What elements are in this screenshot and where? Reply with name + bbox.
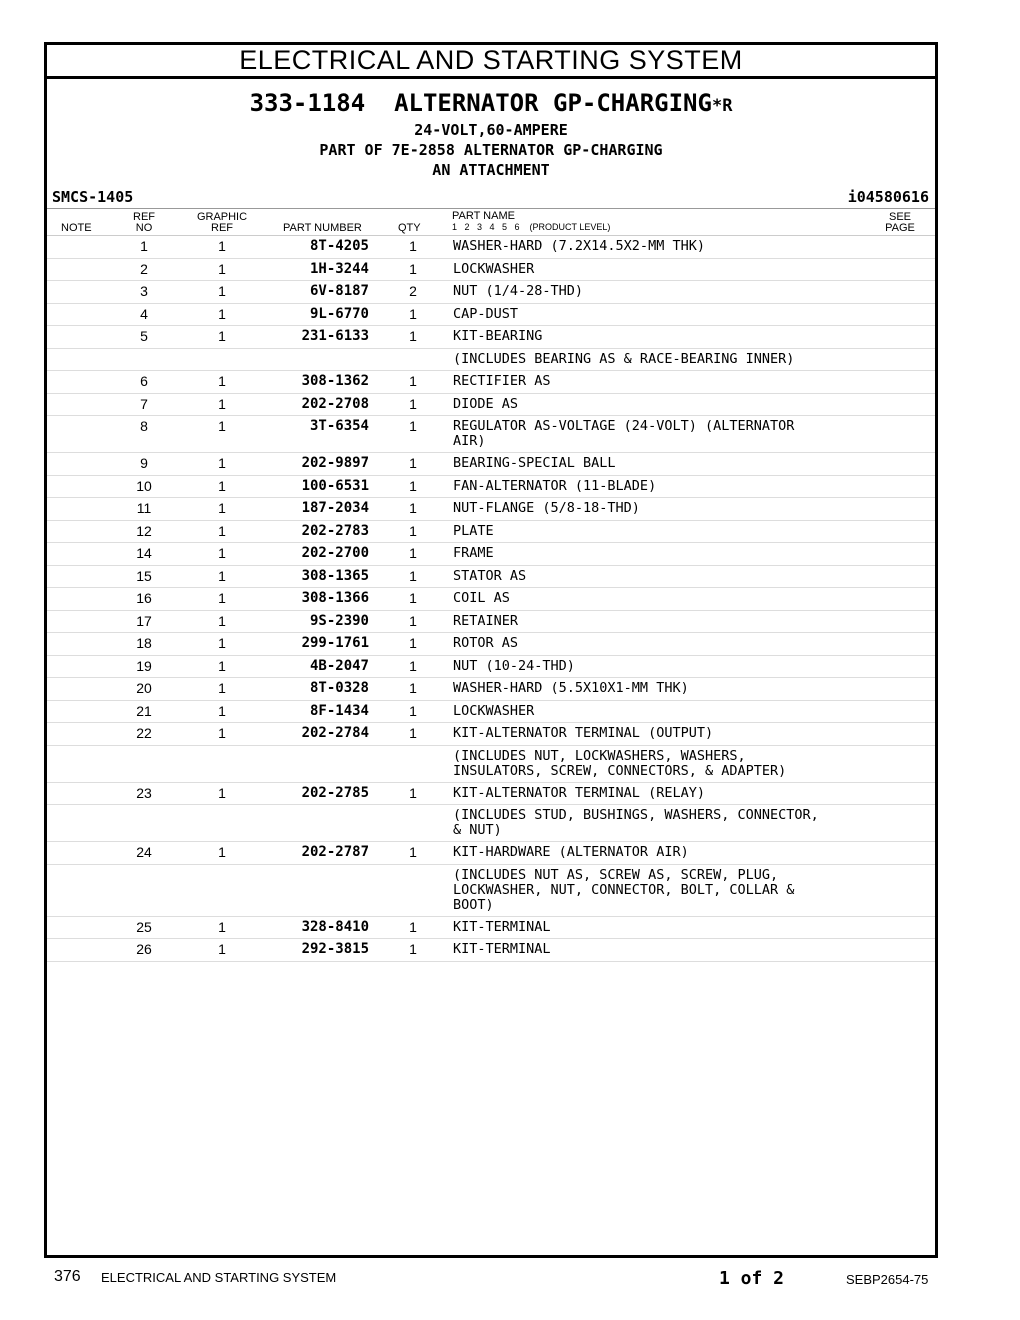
- smcs-code: SMCS-1405: [52, 188, 134, 206]
- col-ref-line2: NO: [135, 222, 153, 234]
- row-ref-no: 23: [136, 784, 152, 801]
- row-qty: 1: [409, 418, 417, 434]
- table-row: [47, 656, 935, 679]
- row-ref-no: 25: [136, 918, 152, 935]
- row-part-number: 9S-2390: [309, 612, 369, 629]
- table-row: [47, 917, 935, 940]
- row-ref-no: 11: [136, 500, 152, 516]
- group-subline-2: PART OF 7E-2858 ALTERNATOR GP-CHARGING: [319, 141, 663, 159]
- table-row: [47, 453, 935, 476]
- row-graphic-ref: 1: [218, 725, 226, 741]
- row-part-name: ROTOR AS: [453, 635, 519, 651]
- row-qty: 1: [409, 844, 417, 860]
- row-part-name: NUT (1/4-28-THD): [453, 283, 584, 299]
- footer-doc-id: SEBP2654-75: [846, 1272, 929, 1287]
- group-subline-3: AN ATTACHMENT: [432, 161, 550, 179]
- page-frame: [44, 42, 938, 1258]
- row-qty: 1: [409, 657, 417, 674]
- row-part-number: 231-6133: [301, 328, 369, 344]
- row-graphic-ref: 1: [218, 545, 226, 561]
- row-part-number: 292-3815: [301, 941, 369, 957]
- row-qty: 1: [409, 702, 417, 719]
- col-graphic-ref: [187, 212, 257, 234]
- row-part-name: (INCLUDES NUT AS, SCREW AS, SCREW, PLUG, LOCKWASHER, NUT, CONNECTOR, BOLT, COLLAR & BOOT): [453, 866, 795, 913]
- col-graphic-line2: REF: [211, 222, 233, 234]
- row-part-name: LOCKWASHER: [453, 260, 535, 277]
- row-part-name: KIT-BEARING: [453, 328, 543, 344]
- row-qty: 1: [409, 590, 417, 606]
- row-graphic-ref: 1: [218, 455, 226, 471]
- parts-table: [47, 236, 935, 962]
- row-part-number: 6V-8187: [309, 283, 369, 299]
- row-graphic-ref: 1: [218, 680, 226, 696]
- row-qty: 1: [409, 522, 417, 539]
- table-row: [47, 701, 935, 724]
- row-part-number: 202-9897: [301, 455, 369, 471]
- row-graphic-ref: 1: [218, 567, 226, 584]
- row-part-number: 328-8410: [301, 918, 369, 935]
- table-row: [47, 416, 935, 453]
- row-part-name: COIL AS: [453, 590, 510, 606]
- footer-section: ELECTRICAL AND STARTING SYSTEM: [101, 1270, 337, 1285]
- group-number: 333-1184: [249, 89, 366, 117]
- row-graphic-ref: 1: [218, 418, 226, 434]
- row-part-name: KIT-HARDWARE (ALTERNATOR AIR): [453, 844, 689, 860]
- table-row: [47, 611, 935, 634]
- row-qty: 2: [409, 283, 417, 299]
- row-part-name: LOCKWASHER: [453, 702, 535, 719]
- row-qty: 1: [409, 918, 417, 935]
- row-part-name: BEARING-SPECIAL BALL: [453, 455, 616, 471]
- row-ref-no: 8: [140, 418, 148, 434]
- page-footer: [0, 1268, 1020, 1292]
- row-part-name: DIODE AS: [453, 395, 519, 412]
- section-title: ELECTRICAL AND STARTING SYSTEM: [47, 45, 935, 79]
- row-part-name: (INCLUDES BEARING AS & RACE-BEARING INNER): [453, 350, 795, 367]
- row-qty: 1: [409, 725, 417, 741]
- table-row: [47, 349, 935, 372]
- footer-page-number: 376: [54, 1268, 81, 1285]
- row-part-name: WASHER-HARD (5.5X10X1-MM THK): [453, 680, 689, 696]
- row-graphic-ref: 1: [218, 260, 226, 277]
- row-qty: 1: [409, 635, 417, 651]
- row-part-name: KIT-ALTERNATOR TERMINAL (OUTPUT): [453, 725, 714, 741]
- row-graphic-ref: 1: [218, 395, 226, 412]
- row-part-name: RECTIFIER AS: [453, 373, 551, 389]
- row-ref-no: 17: [136, 612, 152, 629]
- row-part-number: 8T-0328: [309, 680, 369, 696]
- row-ref-no: 5: [140, 328, 148, 344]
- table-row: [47, 543, 935, 566]
- row-part-number: 308-1362: [301, 373, 369, 389]
- row-ref-no: 24: [136, 844, 152, 860]
- row-ref-no: 14: [136, 545, 152, 561]
- footer-page-of: 1 of 2: [719, 1268, 785, 1289]
- row-part-number: 8F-1434: [309, 702, 369, 719]
- row-qty: 1: [409, 612, 417, 629]
- col-part-name: PART NAME: [452, 210, 515, 222]
- table-row: [47, 805, 935, 842]
- table-row: [47, 566, 935, 589]
- group-title: [47, 89, 935, 120]
- row-qty: 1: [409, 305, 417, 322]
- group-suffix: *R: [711, 96, 733, 116]
- row-part-number: 202-2708: [301, 395, 369, 412]
- row-part-name: KIT-TERMINAL: [453, 918, 551, 935]
- col-ref-line1: REF: [133, 211, 155, 223]
- row-graphic-ref: 1: [218, 522, 226, 539]
- row-part-number: 9L-6770: [309, 305, 369, 322]
- row-qty: 1: [409, 680, 417, 696]
- row-graphic-ref: 1: [218, 283, 226, 299]
- row-ref-no: 6: [140, 373, 148, 389]
- row-part-number: 3T-6354: [309, 418, 369, 434]
- row-ref-no: 7: [140, 395, 148, 412]
- meta-row: [47, 186, 935, 209]
- row-part-name: NUT (10-24-THD): [453, 657, 575, 674]
- col-qty: QTY: [398, 222, 421, 234]
- row-ref-no: 9: [140, 455, 148, 471]
- table-row: [47, 259, 935, 282]
- table-row: [47, 865, 935, 917]
- row-qty: 1: [409, 238, 417, 254]
- row-qty: 1: [409, 500, 417, 516]
- row-qty: 1: [409, 567, 417, 584]
- col-ref-no: [129, 212, 159, 234]
- row-part-number: 4B-2047: [309, 657, 369, 674]
- row-graphic-ref: 1: [218, 500, 226, 516]
- row-graphic-ref: 1: [218, 844, 226, 860]
- table-row: [47, 521, 935, 544]
- row-part-name: PLATE: [453, 522, 494, 539]
- table-row: [47, 304, 935, 327]
- table-row: [47, 746, 935, 783]
- row-part-name: (INCLUDES NUT, LOCKWASHERS, WASHERS, INSULATORS, SCREW, CONNECTORS, & ADAPTER): [453, 747, 787, 779]
- table-row: [47, 939, 935, 962]
- row-qty: 1: [409, 477, 417, 494]
- row-graphic-ref: 1: [218, 238, 226, 254]
- row-graphic-ref: 1: [218, 590, 226, 606]
- row-part-number: 308-1366: [301, 590, 369, 606]
- row-part-number: 202-2700: [301, 545, 369, 561]
- row-graphic-ref: 1: [218, 612, 226, 629]
- row-part-name: FRAME: [453, 545, 494, 561]
- col-graphic-line1: GRAPHIC: [196, 211, 248, 223]
- row-ref-no: 15: [136, 567, 152, 584]
- row-ref-no: 22: [136, 725, 152, 741]
- table-row: [47, 783, 935, 806]
- row-part-number: 1H-3244: [309, 260, 369, 277]
- table-row: [47, 842, 935, 865]
- row-ref-no: 18: [136, 635, 152, 651]
- col-see-line2: PAGE: [885, 222, 915, 234]
- row-ref-no: 21: [136, 702, 152, 719]
- col-see-line1: SEE: [888, 211, 911, 223]
- col-see-page: [875, 212, 925, 234]
- row-ref-no: 20: [136, 680, 152, 696]
- row-graphic-ref: 1: [218, 918, 226, 935]
- row-part-number: 202-2783: [301, 522, 369, 539]
- row-part-name: FAN-ALTERNATOR (11-BLADE): [453, 477, 657, 494]
- table-row: [47, 476, 935, 499]
- table-row: [47, 633, 935, 656]
- row-part-name: NUT-FLANGE (5/8-18-THD): [453, 500, 640, 516]
- row-ref-no: 1: [140, 238, 148, 254]
- row-part-name: (INCLUDES STUD, BUSHINGS, WASHERS, CONNECTOR, & NUT): [453, 807, 819, 838]
- row-part-number: 202-2787: [301, 844, 369, 860]
- row-part-name: RETAINER: [453, 612, 519, 629]
- table-row: [47, 394, 935, 417]
- row-graphic-ref: 1: [218, 941, 226, 957]
- row-graphic-ref: 1: [218, 635, 226, 651]
- row-ref-no: 19: [136, 657, 152, 674]
- row-qty: 1: [409, 328, 417, 344]
- row-part-number: 187-2034: [301, 500, 369, 516]
- row-qty: 1: [409, 260, 417, 277]
- table-row: [47, 723, 935, 746]
- table-row: [47, 588, 935, 611]
- column-headers: [47, 209, 935, 236]
- row-part-number: 100-6531: [301, 477, 369, 494]
- table-row: [47, 498, 935, 521]
- row-part-number: 299-1761: [301, 635, 369, 651]
- col-note: NOTE: [61, 222, 92, 234]
- row-graphic-ref: 1: [218, 657, 226, 674]
- table-row: [47, 281, 935, 304]
- row-ref-no: 10: [136, 477, 152, 494]
- row-qty: 1: [409, 784, 417, 801]
- illustration-id: i04580616: [847, 188, 929, 206]
- group-subline-1: 24-VOLT,60-AMPERE: [414, 121, 568, 139]
- row-qty: 1: [409, 395, 417, 412]
- row-part-name: KIT-TERMINAL: [453, 941, 551, 957]
- row-graphic-ref: 1: [218, 477, 226, 494]
- row-part-number: 202-2784: [301, 725, 369, 741]
- group-header: [47, 79, 935, 180]
- row-part-number: 8T-4205: [309, 238, 369, 254]
- row-qty: 1: [409, 941, 417, 957]
- row-qty: 1: [409, 545, 417, 561]
- row-ref-no: 2: [140, 260, 148, 277]
- col-product-level: 1 2 3 4 5 6 (PRODUCT LEVEL): [452, 222, 611, 232]
- row-ref-no: 3: [140, 283, 148, 299]
- table-row: [47, 678, 935, 701]
- row-graphic-ref: 1: [218, 328, 226, 344]
- row-qty: 1: [409, 373, 417, 389]
- row-part-name: KIT-ALTERNATOR TERMINAL (RELAY): [453, 784, 705, 801]
- row-qty: 1: [409, 455, 417, 471]
- group-name: ALTERNATOR GP-CHARGING: [394, 89, 712, 117]
- row-part-number: 202-2785: [301, 784, 369, 801]
- row-graphic-ref: 1: [218, 784, 226, 801]
- row-ref-no: 26: [136, 941, 152, 957]
- row-part-number: 308-1365: [301, 567, 369, 584]
- table-row: [47, 326, 935, 349]
- row-part-name: CAP-DUST: [453, 305, 519, 322]
- row-graphic-ref: 1: [218, 305, 226, 322]
- table-row: [47, 236, 935, 259]
- col-part-number: PART NUMBER: [283, 222, 362, 234]
- row-graphic-ref: 1: [218, 702, 226, 719]
- row-part-name: STATOR AS: [453, 567, 527, 584]
- table-row: [47, 371, 935, 394]
- row-part-name: WASHER-HARD (7.2X14.5X2-MM THK): [453, 238, 705, 254]
- row-ref-no: 4: [140, 305, 148, 322]
- row-ref-no: 16: [136, 590, 152, 606]
- row-graphic-ref: 1: [218, 373, 226, 389]
- row-part-name: REGULATOR AS-VOLTAGE (24-VOLT) (ALTERNATOR AIR): [453, 418, 795, 449]
- row-ref-no: 12: [136, 522, 152, 539]
